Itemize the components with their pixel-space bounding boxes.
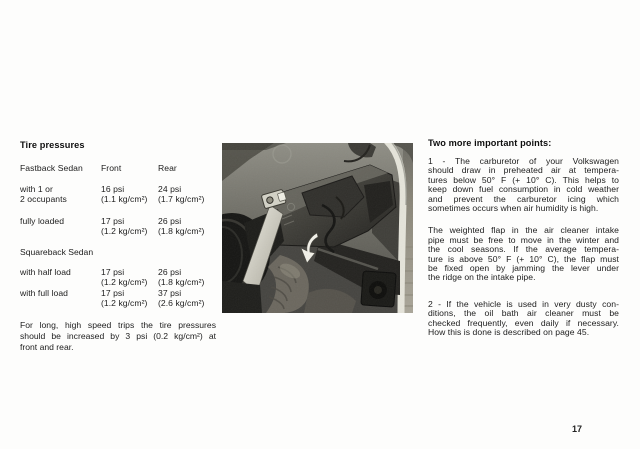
paragraph-weighted-flap: [428, 226, 619, 282]
text-line: (1.2 kg/cm²): [101, 298, 148, 308]
text-line: front and rear.: [20, 342, 74, 352]
text-line: 17 psi: [101, 267, 125, 277]
row-label: [20, 288, 101, 308]
text-line: with full load: [20, 288, 68, 298]
model-column-header: Fastback Sedan: [20, 163, 83, 173]
text-line: 37 psi: [158, 288, 182, 298]
paragraph-oil-bath-air-cleaner: [428, 300, 619, 338]
table-row: [20, 288, 216, 308]
text-line: 2 occupants: [20, 194, 67, 204]
text-line: (1.8 kg/cm²): [158, 277, 205, 287]
paragraph-carburetor-preheated-air: [428, 157, 619, 213]
text-line: (1.1 kg/cm²): [101, 194, 148, 204]
text-line: with 1 or: [20, 184, 53, 194]
air-cleaner-intake-illustration: [222, 143, 413, 313]
front-value: [101, 184, 158, 204]
row-label: [20, 267, 101, 287]
squareback-section-label: Squareback Sedan: [20, 247, 94, 257]
text-line: be fixed open by jamming the lever under: [428, 263, 619, 274]
text-line: How this is done is described on page 45.: [428, 327, 590, 338]
text-line: with half load: [20, 267, 71, 277]
table-row: [20, 184, 216, 204]
important-points-heading: Two more important points:: [428, 138, 552, 148]
table-row: [20, 216, 216, 236]
text-line: (1.8 kg/cm²): [158, 226, 205, 236]
table-header-row: [20, 163, 216, 173]
text-line: ture is above 50° F (+ 10° C), the flap must: [428, 253, 619, 264]
row-label: [20, 216, 101, 236]
text-line: the ridge on the intake pipe.: [428, 272, 536, 283]
text-line: sometimes occurs when air humidity is high.: [428, 203, 599, 214]
tire-pressure-note: [20, 320, 216, 353]
text-line: 17 psi: [101, 216, 125, 226]
table-row: [20, 267, 216, 287]
front-column-header: Front: [101, 163, 122, 173]
text-line: tures below 50° F (+ 10° C). This helps to: [428, 174, 619, 185]
row-label: [20, 184, 101, 204]
rear-value: [158, 216, 216, 236]
text-line: (1.2 kg/cm²): [101, 226, 148, 236]
rear-value: [158, 288, 216, 308]
tire-pressures-heading: Tire pressures: [20, 140, 85, 150]
text-line: ditions, the oil bath air cleaner must be: [428, 308, 619, 319]
front-value: [101, 288, 158, 308]
text-line: 26 psi: [158, 216, 182, 226]
text-line: fully loaded: [20, 216, 65, 226]
text-line: The weighted flap in the air cleaner intake: [428, 225, 619, 236]
text-line: 26 psi: [158, 267, 182, 277]
rear-column-header: Rear: [158, 163, 177, 173]
important-points-section: [428, 138, 619, 338]
text-line: (1.2 kg/cm²): [101, 277, 148, 287]
text-line: 24 psi: [158, 184, 182, 194]
front-value: [101, 216, 158, 236]
text-line: For long, high speed trips the tire pressures: [20, 320, 216, 330]
page-number: 17: [572, 424, 583, 434]
text-line: checked frequently, even daily if necessary.: [428, 317, 619, 328]
engine-photo: [222, 143, 413, 313]
front-value: [101, 267, 158, 287]
text-line: (1.7 kg/cm²): [158, 194, 205, 204]
text-line: 16 psi: [101, 184, 125, 194]
text-line: 1 - The carburetor of your Volkswagen: [428, 156, 619, 166]
rear-value: [158, 184, 216, 204]
text-line: and prevent the carburetor icing which: [428, 193, 619, 204]
tire-pressures-section: [20, 140, 216, 353]
text-line: keep down fuel consumption in cold weather: [428, 184, 619, 195]
text-line: should draw in preheated air at tempera-: [428, 165, 619, 176]
text-line: 2 - If the vehicle is used in very dusty con-: [428, 298, 619, 309]
text-line: pipe must be free to move in the winter and: [428, 234, 619, 245]
text-line: should be increased by 3 psi (0.2 kg/cm²) at: [20, 331, 216, 341]
text-line: (2.6 kg/cm²): [158, 298, 205, 308]
rear-value: [158, 267, 216, 287]
text-line: the cool seasons. If the average tempera-: [428, 244, 619, 255]
text-line: 17 psi: [101, 288, 125, 298]
